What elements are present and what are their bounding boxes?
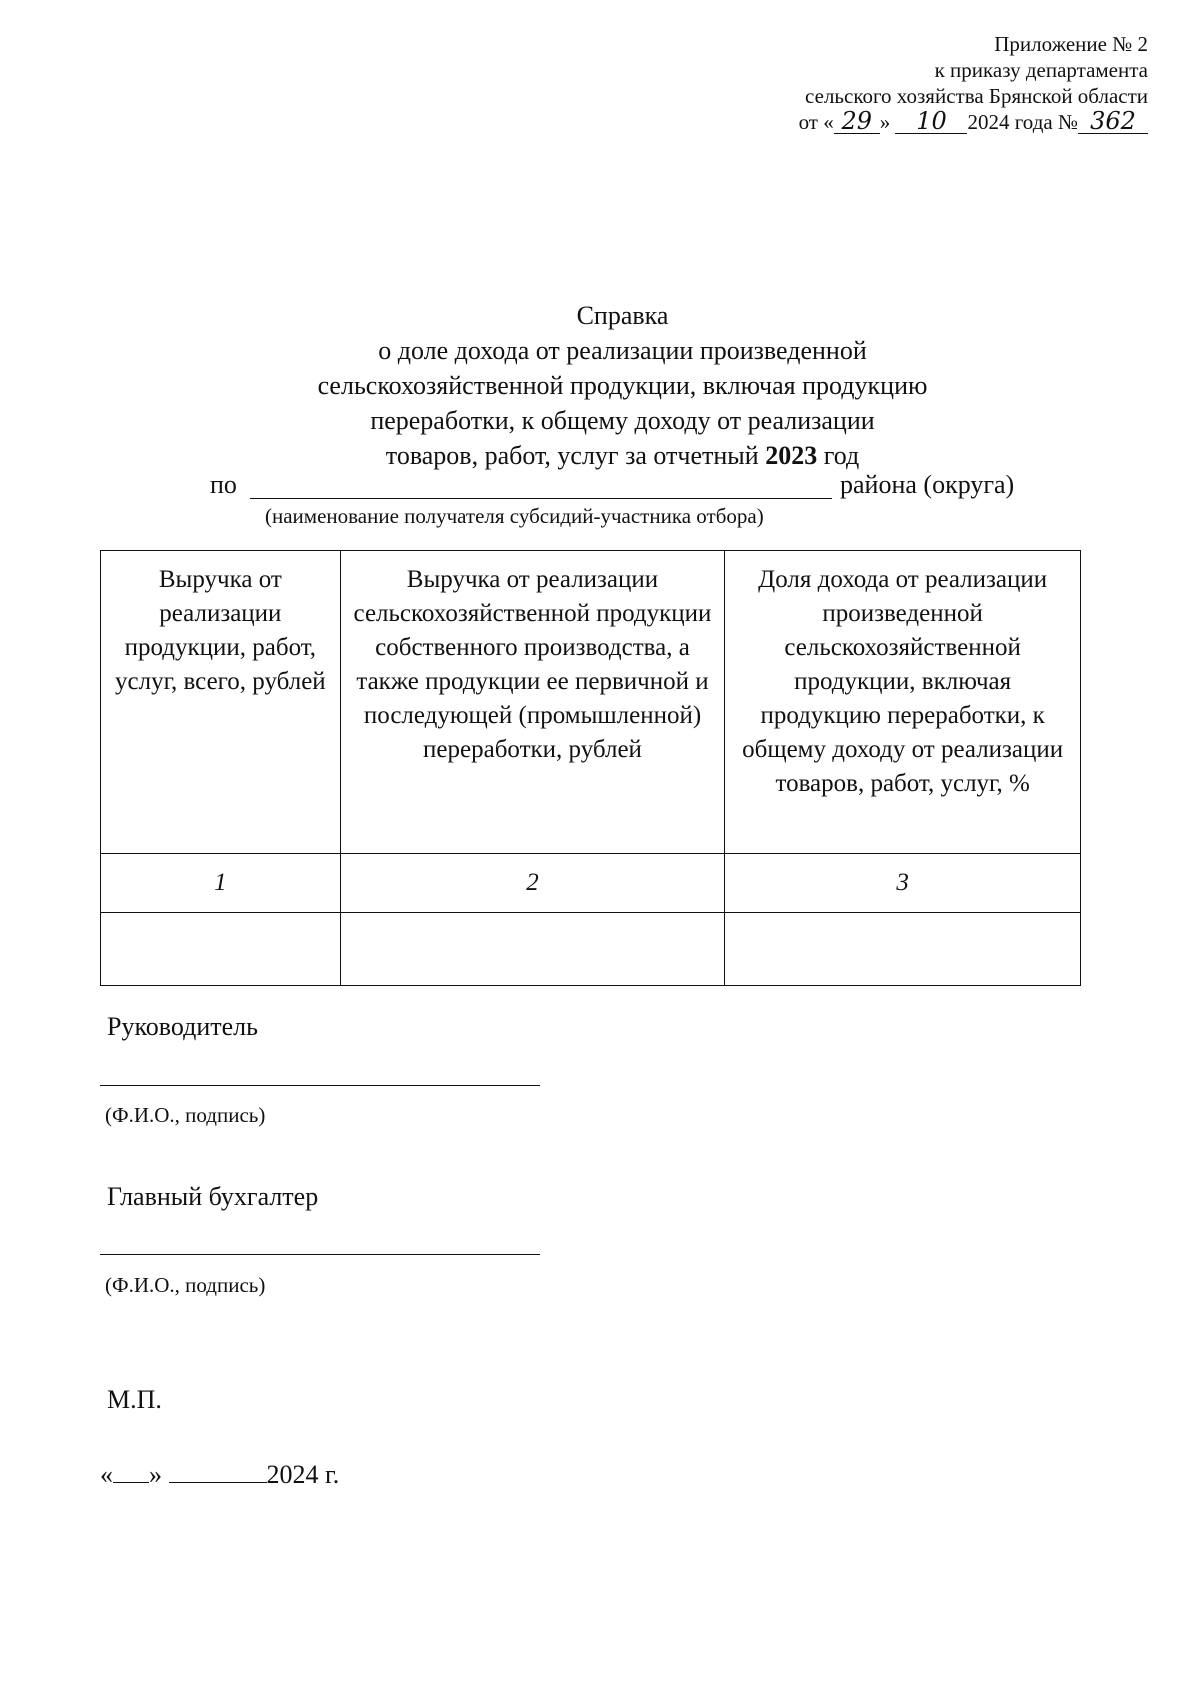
appendix-department: сельского хозяйства Брянской области: [805, 84, 1148, 108]
appendix-date-mid: »: [879, 110, 891, 134]
doc-subtitle-line-1: о доле дохода от реализации произведенной: [378, 336, 867, 365]
date-month-field[interactable]: [169, 1460, 267, 1483]
date-open-quote: «: [100, 1460, 113, 1489]
head-signature-caption: (Ф.И.О., подпись): [105, 1103, 266, 1127]
period-prefix: товаров, работ, услуг за отчетный: [385, 441, 759, 470]
report-year: 2023: [765, 441, 818, 470]
accountant-title: Главный бухгалтер: [107, 1182, 319, 1211]
income-share-table: [100, 550, 1081, 986]
head-title: Руководитель: [107, 1012, 258, 1041]
recipient-district-label: района (округа): [840, 470, 1015, 499]
income-share-cell[interactable]: [725, 913, 1081, 986]
accountant-signature-line[interactable]: [100, 1254, 540, 1255]
agri-revenue-cell[interactable]: [340, 913, 725, 986]
period-suffix: год: [823, 441, 860, 470]
appendix-date-line: [798, 107, 1148, 135]
date-day-field[interactable]: [113, 1460, 149, 1483]
column-header-agri-revenue: Выручка от реализации сельскохозяйственной продукции собственного производства, а также продукции ее первичной и последующей (промышленной) переработки, рублей: [340, 551, 725, 854]
appendix-day-handwritten: 29: [834, 111, 880, 134]
column-number-3: 3: [725, 854, 1081, 913]
appendix-number: Приложение № 2: [994, 32, 1148, 56]
recipient-caption: (наименование получателя субсидий-участника отбора): [265, 504, 764, 528]
column-header-total-revenue: Выручка от реализации продукции, работ, услуг, всего, рублей: [101, 551, 341, 854]
column-header-income-share: Доля дохода от реализации произведенной сельскохозяйственной продукции, включая продукцию переработки, к общему доходу от реализации товаров, работ, услуг, %: [725, 551, 1081, 854]
doc-subtitle-line-4: [0, 440, 1200, 471]
date-year: 2024 г.: [266, 1460, 340, 1489]
stamp-place: М.П.: [107, 1385, 162, 1414]
appendix-month-handwritten: 10: [895, 111, 967, 134]
doc-title: Справка: [576, 301, 669, 330]
doc-subtitle-line-3: переработки, к общему доходу от реализации: [370, 406, 875, 435]
table-header-row: [101, 551, 1081, 854]
appendix-order-number-handwritten: 362: [1078, 111, 1148, 134]
appendix-year-label: 2024 года №: [967, 110, 1078, 134]
recipient-prefix: по: [210, 470, 237, 499]
table-number-row: [101, 854, 1081, 913]
signing-date: [100, 1460, 339, 1490]
accountant-signature-caption: (Ф.И.О., подпись): [105, 1273, 266, 1297]
total-revenue-cell[interactable]: [101, 913, 341, 986]
appendix-date-prefix: от «: [798, 110, 834, 134]
table-row: [101, 913, 1081, 986]
recipient-name-field[interactable]: [250, 498, 832, 499]
date-close-quote: »: [149, 1460, 162, 1489]
doc-subtitle-line-2: сельскохозяйственной продукции, включая продукцию: [317, 371, 928, 400]
column-number-2: 2: [340, 854, 725, 913]
head-signature-line[interactable]: [100, 1085, 540, 1086]
appendix-order-ref: к приказу департамента: [934, 58, 1148, 82]
column-number-1: 1: [101, 854, 341, 913]
